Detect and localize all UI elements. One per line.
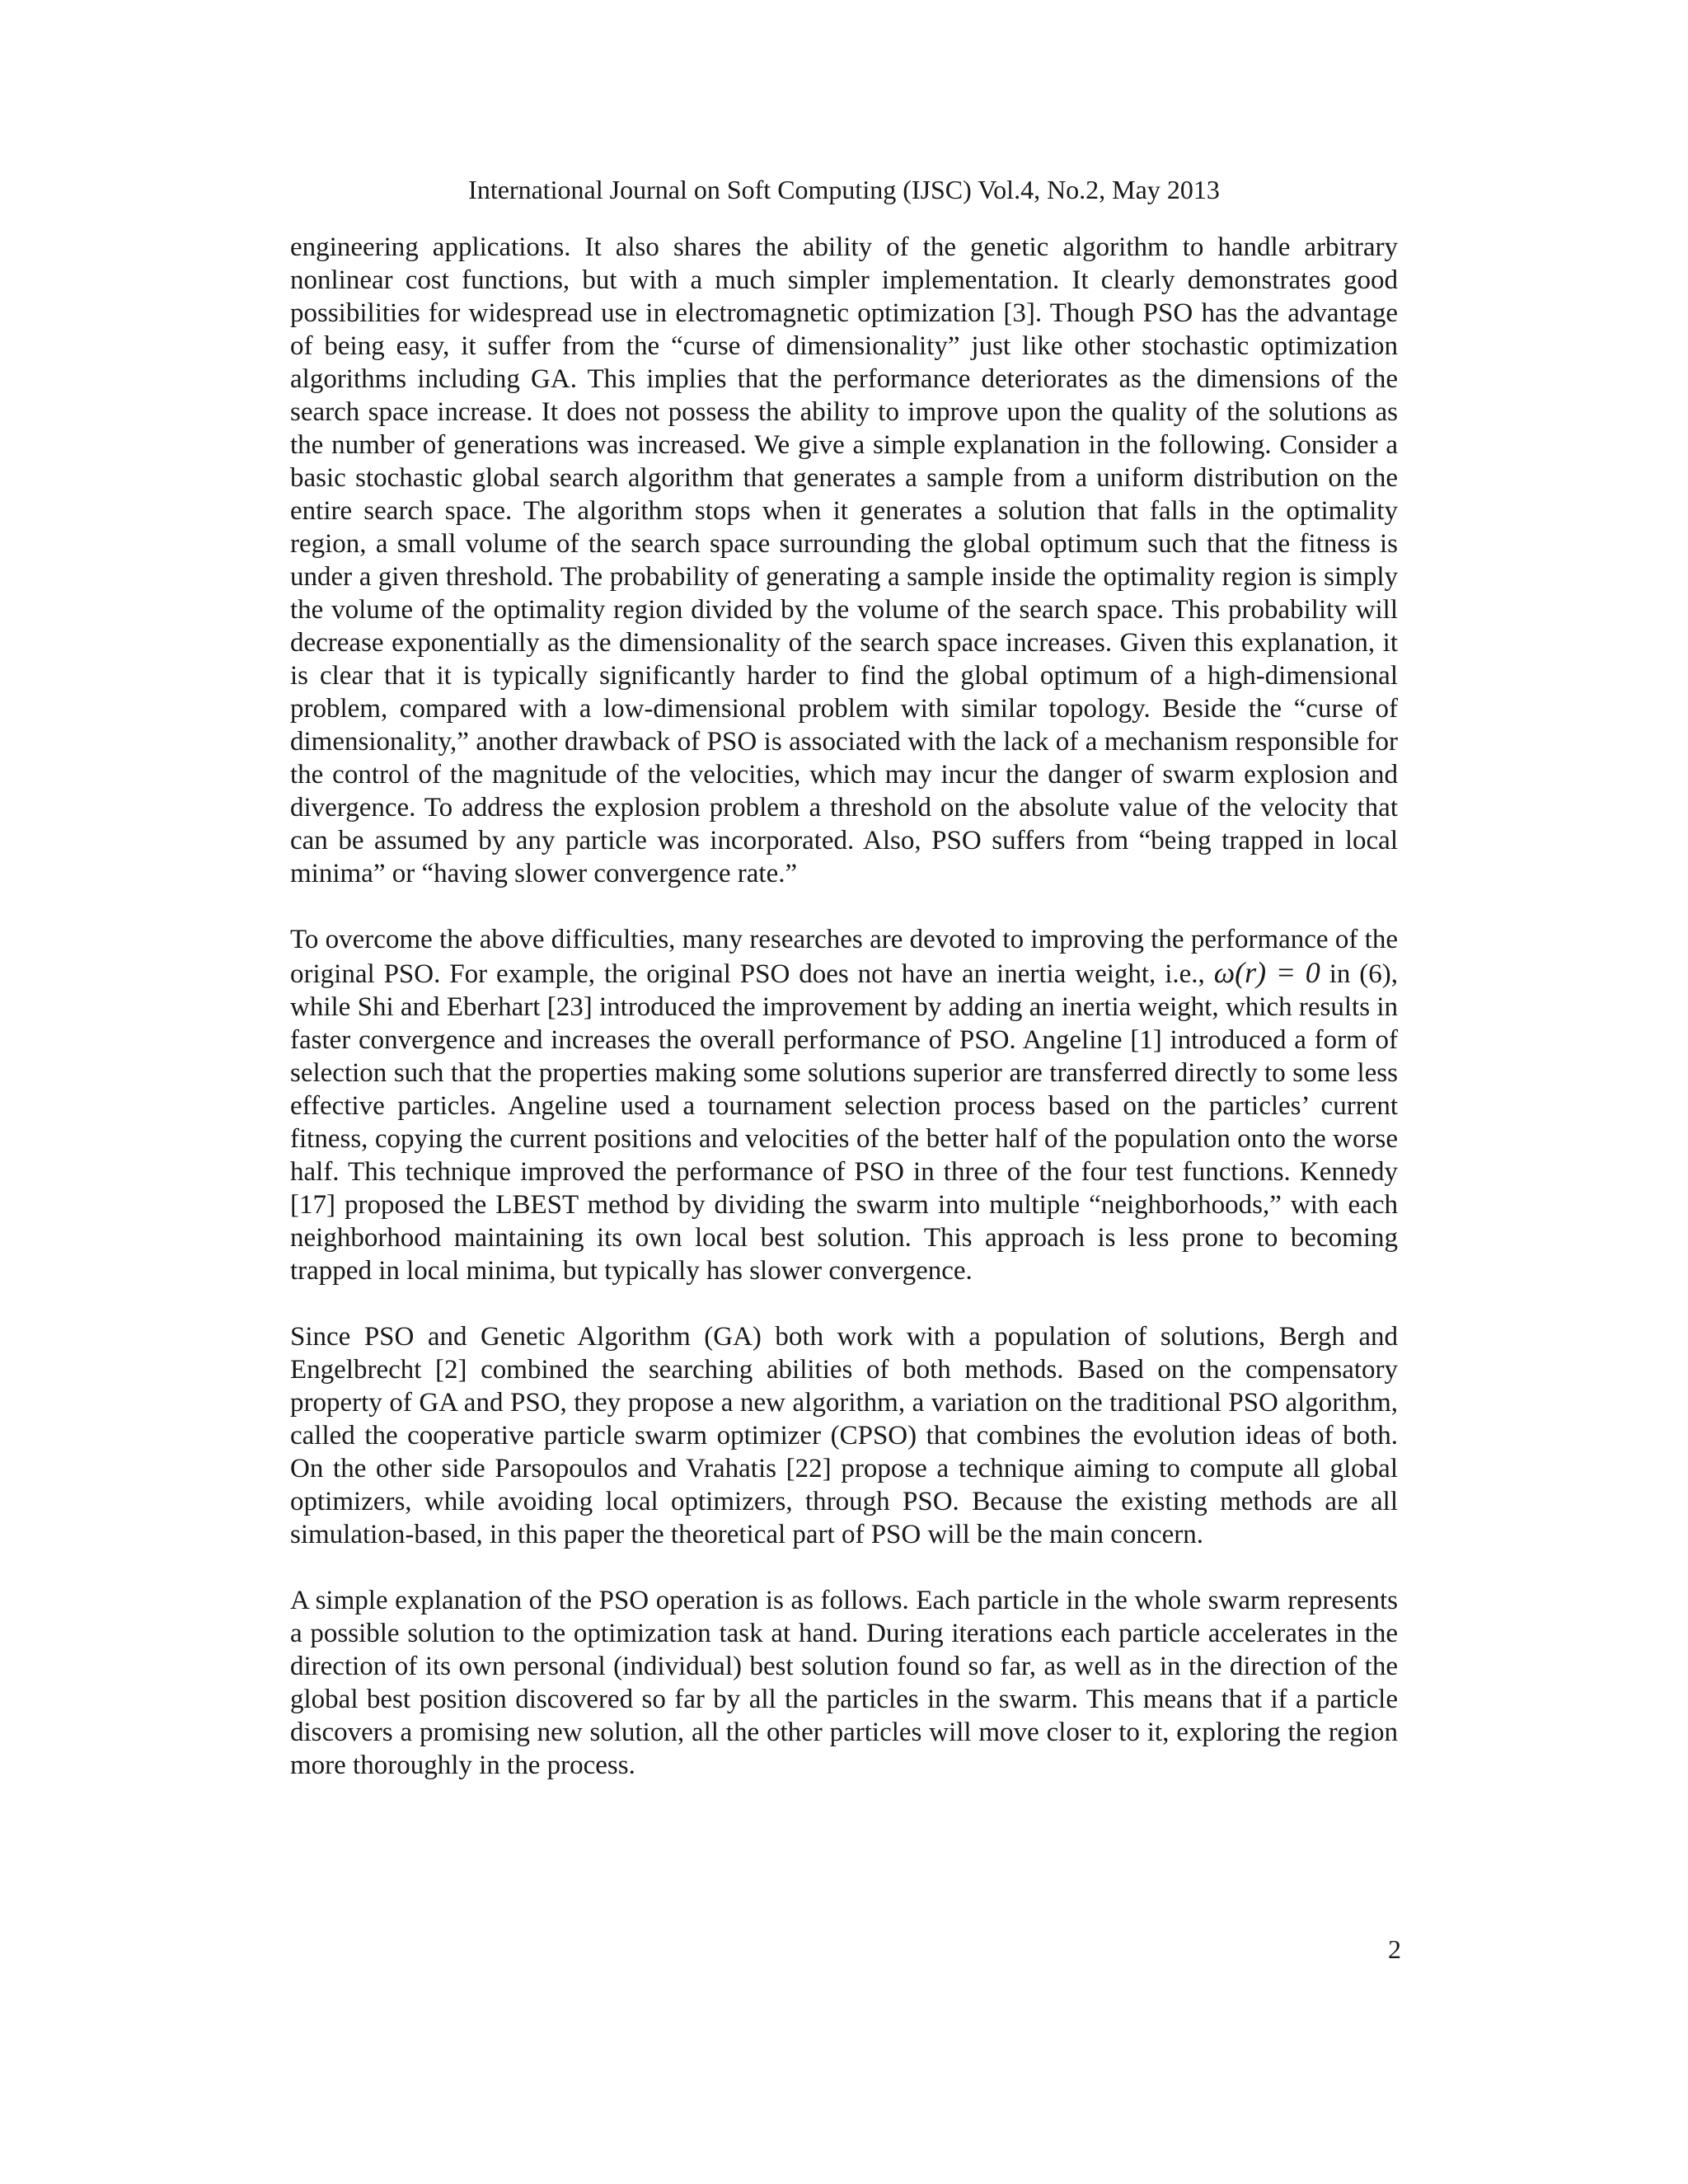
paragraph-improvements — [290, 923, 1398, 1287]
paragraph-curse-of-dimensionality: engineering applications. It also shares the ability of the genetic algorithm to handle arbitrary nonlinear cost functions, but with a much simpler implementation. It clearly demonstrates good possibilities for widespread use in electromagnetic optimization [3]. Though PSO has the advantage of being easy, it suffer from the “curse of dimensionality” just like other stochastic optimization algorithms including GA. This implies that the performance deteriorates as the dimensions of the search space increase. It does not possess the ability to improve upon the quality of the solutions as the number of generations was increased. We give a simple explanation in the following. Consider a basic stochastic global search algorithm that generates a sample from a uniform distribution on the entire search space. The algorithm stops when it generates a solution that falls in the optimality region, a small volume of the search space surrounding the global optimum such that the fitness is under a given threshold. The probability of generating a sample inside the optimality region is simply the volume of the optimality region divided by the volume of the search space. This probability will decrease exponentially as the dimensionality of the search space increases. Given this explanation, it is clear that it is typically significantly harder to find the global optimum of a high-dimensional problem, compared with a low-dimensional problem with similar topology. Beside the “curse of dimensionality,” another drawback of PSO is associated with the lack of a mechanism responsible for the control of the magnitude of the velocities, which may incur the danger of swarm explosion and divergence. To address the explosion problem a threshold on the absolute value of the velocity that can be assumed by any particle was incorporated. Also, PSO suffers from “being trapped in local minima” or “having slower convergence rate.” — [290, 232, 1398, 888]
paragraph-cpso: Since PSO and Genetic Algorithm (GA) both work with a population of solutions, Bergh and Engelbrecht [2] combined the searching abilities of both methods. Based on the compensatory property of GA and PSO, they propose a new algorithm, a variation on the traditional PSO algorithm, called the cooperative particle swarm optimizer (CPSO) that combines the evolution ideas of both. On the other side Parsopoulos and Vrahatis [22] propose a technique aiming to compute all global optimizers, while avoiding local optimizers, through PSO. Because the existing methods are all simulation-based, in this paper the theoretical part of PSO will be the main concern. — [290, 1322, 1398, 1549]
body-text — [290, 231, 1398, 1815]
paragraph-pso-operation: A simple explanation of the PSO operation is as follows. Each particle in the whole swarm represents a possible solution to the optimization task at hand. During iterations each particle accelerates in the direction of its own personal (individual) best solution found so far, as well as in the direction of the global best position discovered so far by all the particles in the swarm. This means that if a particle discovers a promising new solution, all the other particles will move closer to it, exploring the region more thoroughly in the process. — [290, 1586, 1398, 1780]
page-number: 2 — [1388, 1934, 1401, 1964]
running-header: International Journal on Soft Computing (IJSC) Vol.4, No.2, May 2013 — [468, 175, 1220, 204]
paragraph-improvements-rest: in (6), while Shi and Eberhart [23] introduced the improvement by adding an inertia weight, which results in faster convergence and increases the overall performance of PSO. Angeline [1] introduced a form of selection such that the properties making some solutions superior are transferred directly to some less effective particles. Angeline used a tournament selection process based on the particles’ current fitness, copying the current positions and velocities of the better half of the population onto the worse half. This technique improved the performance of PSO in three of the four test functions. Kennedy [17] proposed the LBEST method by dividing the swarm into multiple “neighborhoods,” with each neighborhood maintaining its own local best solution. This approach is less prone to becoming trapped in local minima, but typically has slower convergence. — [290, 959, 1399, 1286]
paragraph-improvements-lead: To overcome the above difficulties, many researches are devoted to improving the performance of the original PSO. For example, the original PSO does not have an inertia weight, i.e., — [290, 925, 1398, 989]
inertia-weight-formula: ω(r) = 0 — [1213, 956, 1320, 989]
